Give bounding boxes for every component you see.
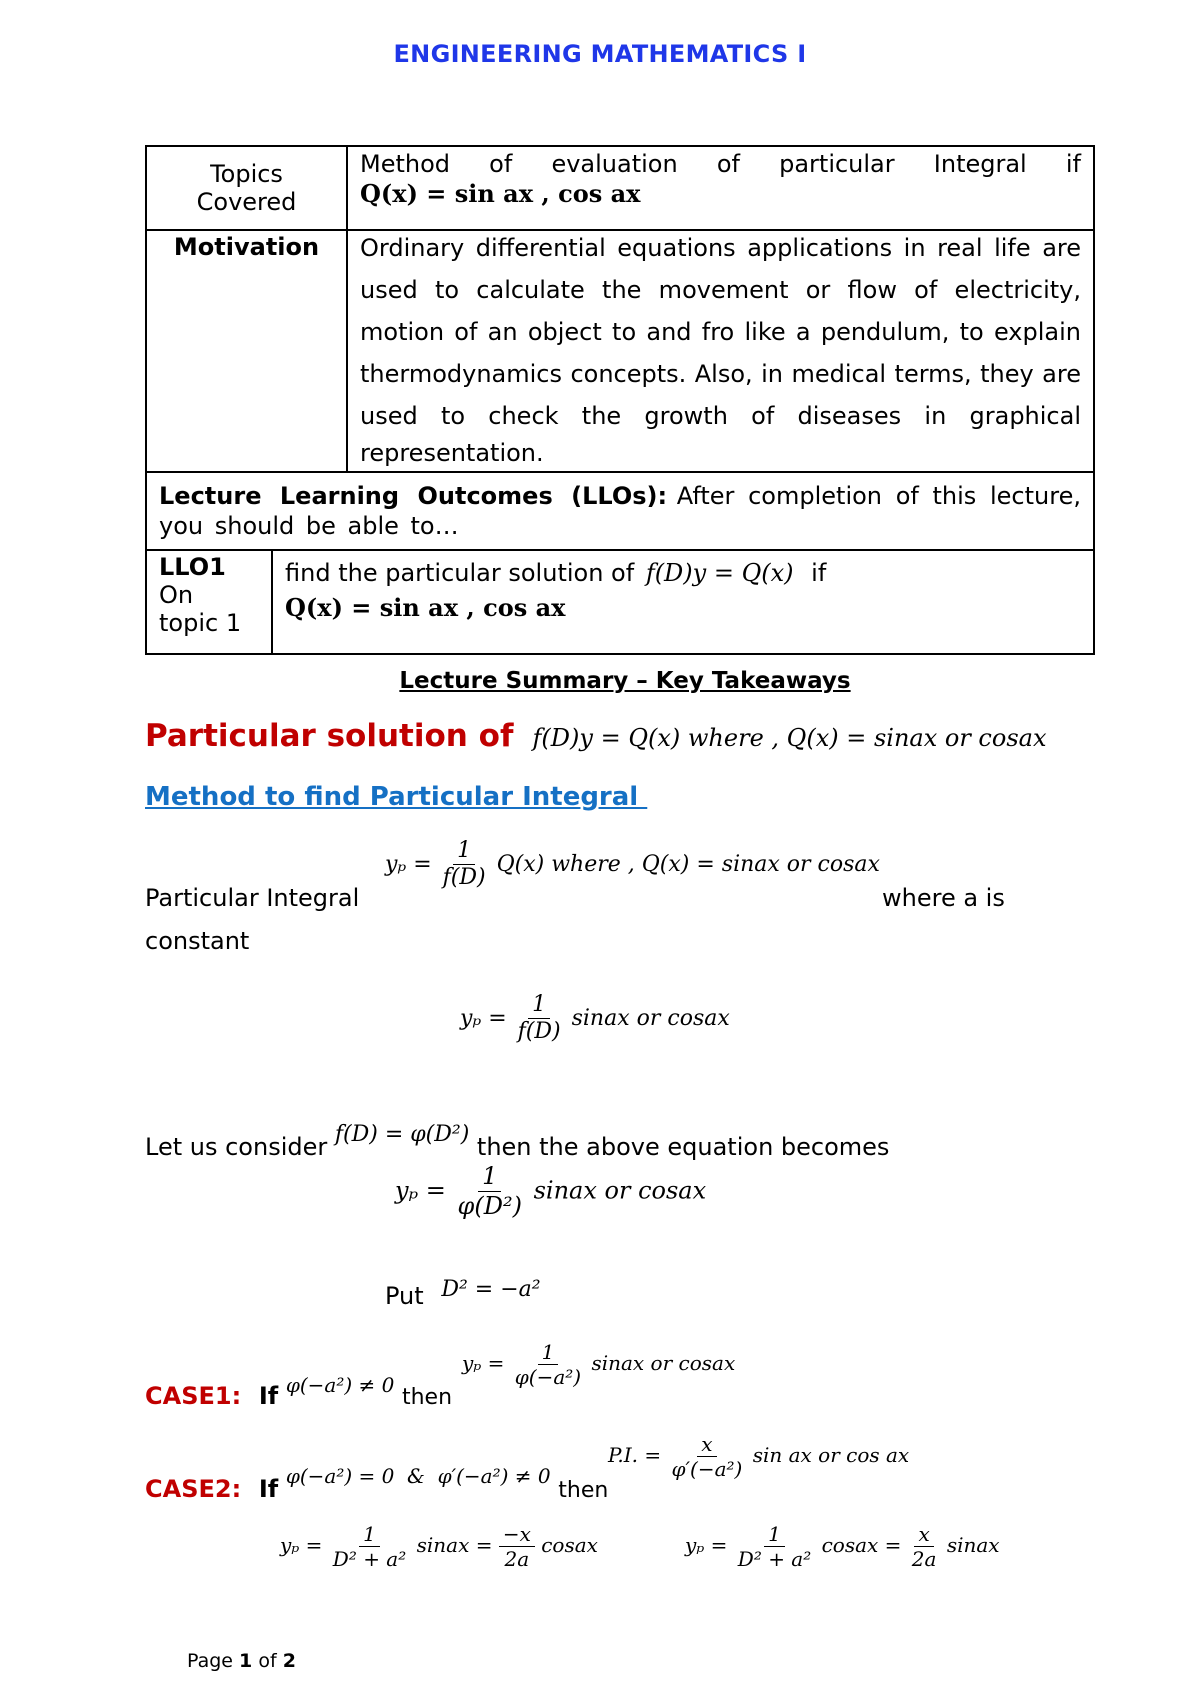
lecture-info-table	[145, 145, 1095, 655]
case1-label: CASE1:	[145, 1382, 242, 1410]
motivation-last: representation.	[360, 439, 544, 467]
page-number: 1	[239, 1650, 253, 1672]
case2-num: x	[697, 1432, 716, 1457]
pi-num: 1	[453, 838, 475, 865]
case1-formula	[462, 1340, 735, 1389]
motivation-label: Motivation	[146, 230, 347, 472]
eq2-formula	[460, 992, 730, 1046]
bottom-formula-1	[280, 1522, 598, 1571]
topics-text: Method of evaluation of particular Integral if	[360, 150, 1081, 178]
document-header: ENGINEERING MATHEMATICS I	[393, 40, 807, 68]
topics-label: Topics Covered	[146, 146, 347, 230]
llo-cell	[146, 472, 1094, 550]
bottom-formula-2	[685, 1522, 1000, 1571]
case1-if: If	[258, 1382, 279, 1410]
bf2-den: D² + a²	[737, 1547, 812, 1571]
method-link[interactable]: Method to find Particular Integral	[145, 782, 648, 812]
then-becomes-text: then the above equation becomes	[476, 1133, 890, 1161]
llo1-sub: On topic 1	[159, 581, 242, 637]
eq3-lhs: yₚ =	[395, 1176, 446, 1205]
pi-label: Particular Integral	[145, 884, 360, 912]
llo1-formula: f(D)y = Q(x)	[645, 559, 794, 587]
constant-word: constant	[145, 927, 250, 955]
llo1-label: LLO1	[159, 553, 226, 581]
section-heading-formula: f(D)y = Q(x) where , Q(x) = sinax or cosax	[532, 724, 1047, 752]
case2-pi: P.I. =	[608, 1443, 662, 1467]
llo1-text: find the particular solution of	[285, 559, 635, 587]
put-row	[385, 1277, 541, 1310]
eq2-den: f(D)	[517, 1019, 561, 1045]
put-text: Put	[385, 1282, 424, 1310]
eq2-lhs: yₚ =	[460, 1005, 507, 1031]
case1-then: then	[401, 1385, 453, 1410]
bf1-num: 1	[359, 1522, 380, 1547]
eq2-num: 1	[528, 992, 550, 1019]
bf2-mid: cosax =	[821, 1533, 902, 1557]
let-formula: f(D) = φ(D²)	[334, 1122, 470, 1147]
let-us-row	[145, 1122, 890, 1161]
llo1-if: if	[811, 559, 827, 587]
bf1-end: cosax	[541, 1533, 598, 1557]
llo-heading: Lecture Learning Outcomes (LLOs):	[159, 482, 668, 510]
bf1-den: D² + a²	[332, 1547, 407, 1571]
eq3-formula	[395, 1162, 706, 1221]
pi-rhs: Q(x) where , Q(x) = sinax or cosax	[496, 851, 880, 877]
case1-row	[145, 1373, 453, 1410]
case1-num: 1	[538, 1340, 559, 1365]
page-of: of	[258, 1650, 277, 1672]
llo1-content	[273, 551, 838, 653]
pi-lhs: yₚ =	[385, 851, 432, 877]
page-total: 2	[282, 1650, 296, 1672]
eq3-den: φ(D²)	[457, 1191, 522, 1220]
bf2-num2: x	[914, 1522, 933, 1547]
llo1-row	[146, 550, 1094, 654]
case2-cond: φ(−a²) = 0 & φ′(−a²) ≠ 0	[285, 1464, 551, 1488]
page-footer	[187, 1650, 296, 1672]
section-heading: Particular solution of	[145, 718, 514, 754]
pi-den: f(D)	[442, 865, 486, 891]
eq3-rhs: sinax or cosax	[533, 1176, 707, 1205]
summary-title: Lecture Summary – Key Takeaways	[399, 668, 851, 694]
bf1-lhs: yₚ =	[280, 1533, 323, 1557]
eq3-num: 1	[478, 1162, 501, 1192]
topics-formula: Q(x) = sin ax , cos ax	[360, 179, 641, 208]
bf2-lhs: yₚ =	[685, 1533, 728, 1557]
motivation-text: Ordinary differential equations applications in real life are used to calculate the movement or flow of electricity, motion of an object to and fro like a pendulum, to explain thermodynamics concepts. Also, in medical terms, they are used to check the growth of diseases in graphical	[360, 234, 1081, 430]
bf2-end: sinax	[946, 1533, 1000, 1557]
case2-row	[145, 1464, 609, 1503]
eq2-rhs: sinax or cosax	[571, 1005, 730, 1031]
where-a: where a is	[882, 884, 1005, 912]
section-heading-row	[145, 718, 1046, 754]
bf1-den2: 2a	[504, 1547, 530, 1571]
case2-rhs: sin ax or cos ax	[752, 1443, 910, 1467]
case2-den: φ′(−a²)	[671, 1457, 743, 1481]
case1-den: φ(−a²)	[514, 1365, 582, 1389]
case2-if: If	[258, 1475, 279, 1503]
page-prefix: Page	[187, 1650, 233, 1672]
case1-rhs: sinax or cosax	[591, 1351, 736, 1375]
case2-then: then	[558, 1478, 609, 1503]
pi-formula	[385, 838, 880, 892]
topics-cell	[347, 146, 1094, 230]
motivation-cell	[347, 230, 1094, 472]
put-formula: D² = −a²	[441, 1277, 541, 1302]
case2-formula	[608, 1432, 909, 1481]
bf2-den2: 2a	[911, 1547, 937, 1571]
let-us-text: Let us consider	[145, 1133, 328, 1161]
llo1-formula2: Q(x) = sin ax , cos ax	[285, 593, 566, 622]
case1-cond: φ(−a²) ≠ 0	[285, 1373, 395, 1397]
llo-text: After completion of this lecture, you should be able to…	[159, 482, 1081, 540]
bf1-mid: sinax =	[416, 1533, 493, 1557]
bf1-num2: −x	[499, 1522, 535, 1547]
case1-lhs: yₚ =	[462, 1351, 505, 1375]
llo1-label-cell	[147, 551, 273, 653]
case2-label: CASE2:	[145, 1475, 242, 1503]
bf2-num: 1	[764, 1522, 785, 1547]
